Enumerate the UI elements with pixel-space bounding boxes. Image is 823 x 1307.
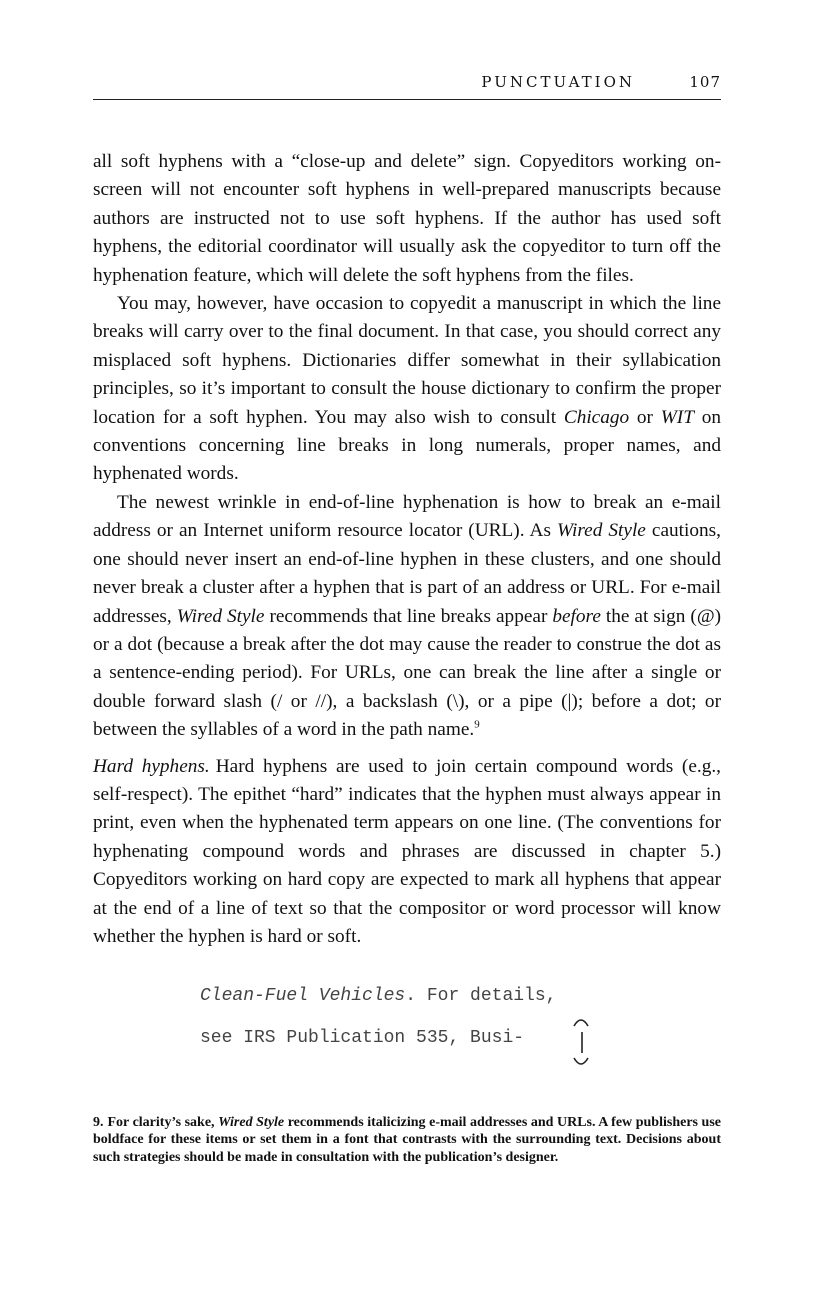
- title-wit: WIT: [660, 406, 694, 428]
- title-wired-style: Wired Style: [176, 605, 265, 627]
- emphasis-before: before: [552, 605, 601, 627]
- paragraph-url-breaks: [93, 489, 721, 745]
- example-text: . For details,: [405, 986, 557, 1006]
- example-line-2: see IRS Publication 535, Busi-: [200, 1028, 525, 1048]
- paragraph-line-breaks: [93, 290, 721, 489]
- title-chicago: Chicago: [563, 406, 630, 428]
- text-run: recommends that line breaks appear: [264, 605, 553, 627]
- section-title: PUNCTUATION: [481, 73, 635, 91]
- title-wired-style: Wired Style: [557, 520, 646, 542]
- example-line-1: [200, 986, 556, 1006]
- paragraph-soft-hyphens-continued: all soft hyphens with a “close-up and delete” sign. Copyeditors working on-screen will not encounter soft hyphens in well-prepared manuscripts because authors are instructed not to use soft hyphens. If the author has used soft hyphens, the editorial coordinator will usually ask the copyeditor to turn off the hyphenation feature, which will delete the soft hyphens from the files.: [93, 151, 721, 286]
- footnote-text: For clarity’s sake,: [107, 1115, 219, 1130]
- footnote-text: recommends italicizing e-mail addresses and URLs. A few publishers use boldface for these items or set them in a font that contrasts with the surrounding text. Decisions about such strategies should be made in consultation with the publication’s designer.: [93, 1115, 721, 1165]
- text-run: the at sign (@) or a dot (because a break after the dot may cause the reader to construe the dot as a sentence-ending period). For URLs, one can break the line after a single or double forward slash (/ or //), a backslash (\), or a pipe (|); before a dot; or between the syllables of a word in the path name.: [93, 605, 722, 741]
- text-run: or: [629, 406, 661, 428]
- runin-heading: Hard hyphens.: [93, 755, 210, 777]
- example-italic-title: Clean-Fuel Vehicles: [200, 986, 406, 1006]
- footnote: [93, 1114, 721, 1166]
- page-number: 107: [689, 73, 721, 91]
- body-text: [93, 148, 721, 951]
- text-run: on conventions concerning line breaks in long numerals, proper names, and hyphenated words.: [93, 406, 721, 485]
- text-run: You may, however, have occasion to copyedit a manuscript in which the line breaks will carry over to the final document. In that case, you should correct any misplaced soft hyphens. Dictionaries differ somewhat in their syllabication principles, so it’s important to consult the house dictionary to confirm the proper location for a soft hyphen. You may also wish to consult: [93, 293, 721, 428]
- close-up-hyphen-mark-icon: [566, 1006, 606, 1076]
- running-head: [93, 71, 721, 100]
- text-run: cautions, one should never insert an end-of-line hyphen in these clusters, and one should never break a cluster after a hyphen that is part of an address or URL. For e-mail addresses,: [93, 520, 721, 627]
- paragraph-hard-hyphens: [93, 753, 721, 952]
- text-run: The newest wrinkle in end-of-line hyphenation is how to break an e-mail address or an Internet uniform resource locator (URL). As: [93, 491, 721, 542]
- title-wired-style: Wired Style: [218, 1115, 285, 1130]
- footnote-reference: 9: [474, 718, 480, 731]
- footnote-number: 9.: [93, 1115, 104, 1130]
- text-run: Hard hyphens are used to join certain compound words (e.g., self-respect). The epithet “hard” indicates that the hyphen must always appear in print, even when the hyphenated term appears on one line. (The conventions for hyphenating compound words and phrases are discussed in chapter 5.) Copyeditors working on hard copy are expected to mark all hyphens that appear at the end of a line of text so that the compositor or word processor will know whether the hyphen is hard or soft.: [93, 755, 721, 947]
